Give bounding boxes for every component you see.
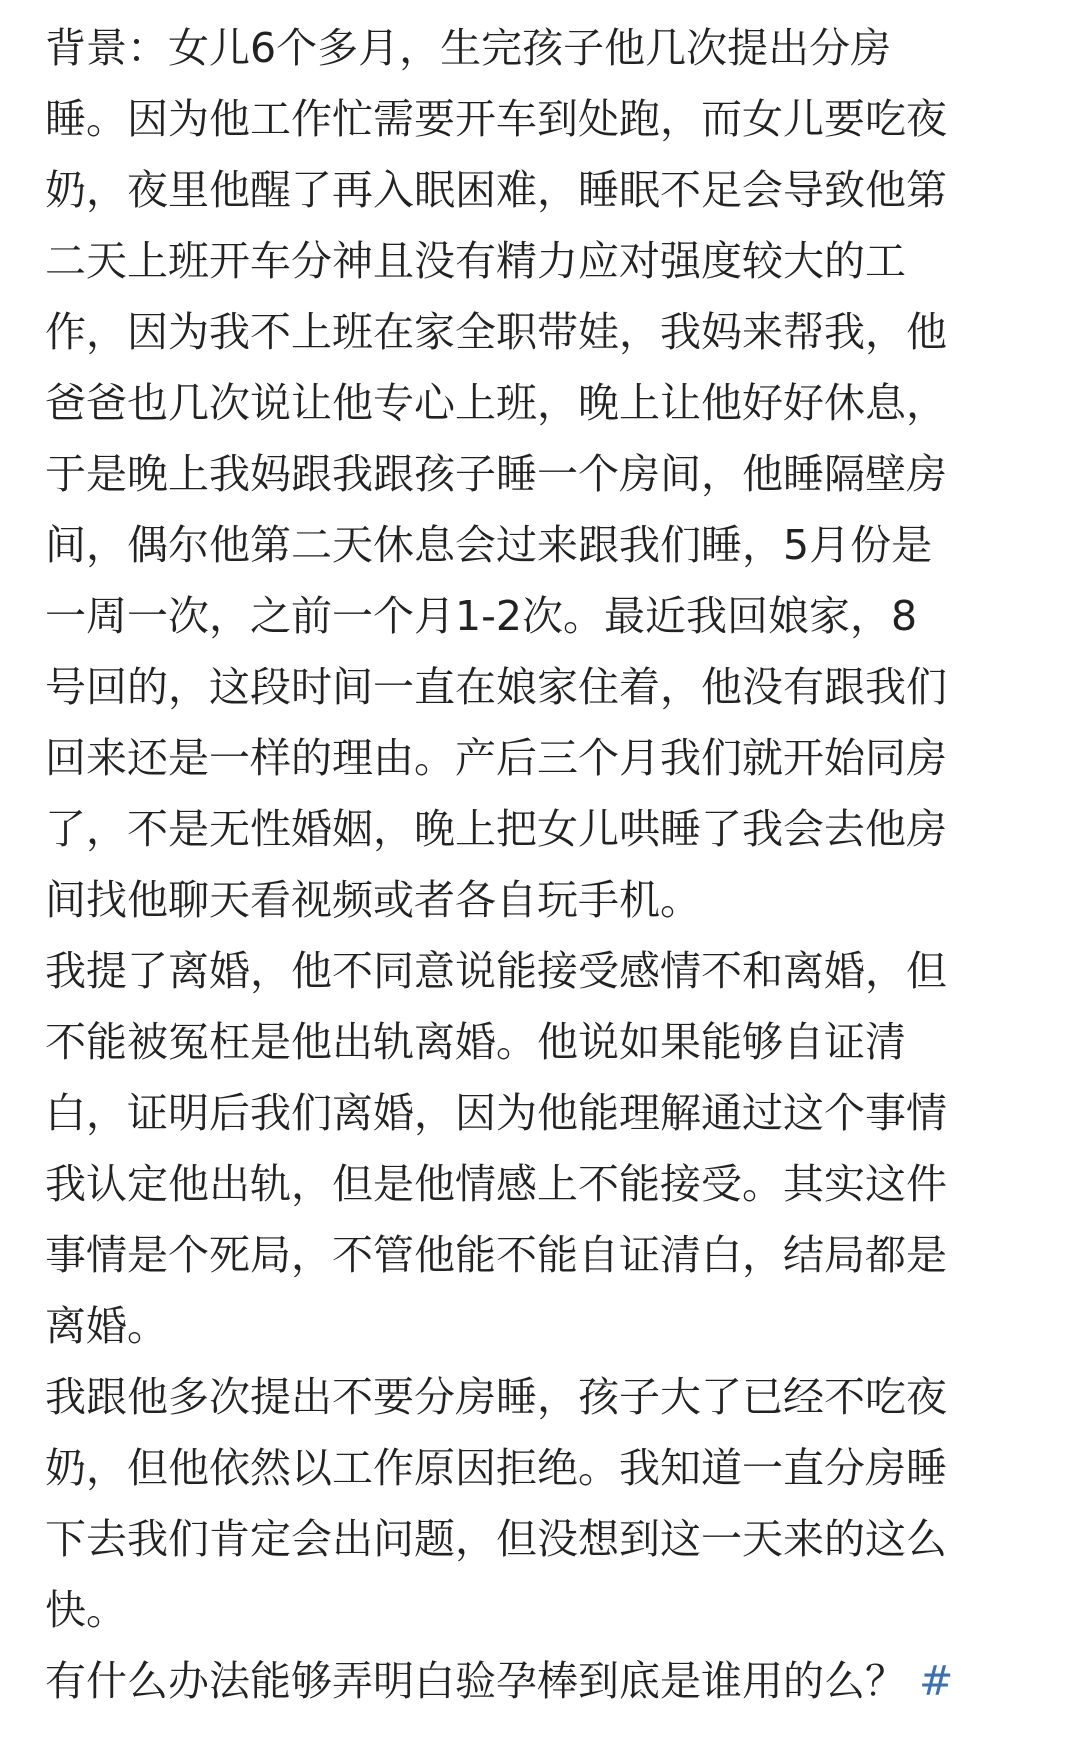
text-line: 奶，夜里他醒了再入眠困难，睡眠不足会导致他第 [45, 166, 947, 214]
text-line: 二天上班开车分神且没有精力应对强度较大的工 [45, 237, 906, 285]
text-line: 我提了离婚，他不同意说能接受感情不和离婚，但 [45, 947, 947, 995]
text-line: 睡。因为他工作忙需要开车到处跑，而女儿要吃夜 [45, 95, 947, 143]
text-line: 爸爸也几次说让他专心上班，晚上让他好好休息， [45, 379, 947, 427]
question-text: 有什么办法能够弄明白验孕棒到底是谁用的么？ [45, 1657, 906, 1705]
text-line: 了，不是无性婚姻，晚上把女儿哄睡了我会去他房 [45, 805, 947, 853]
text-line: 快。 [45, 1586, 127, 1634]
text-line: 号回的，这段时间一直在娘家住着，他没有跟我们 [45, 663, 947, 711]
text-line: 下去我们肯定会出问题，但没想到这一天来的这么 [45, 1515, 947, 1563]
hashtag-link[interactable]: # [919, 1657, 954, 1705]
text-line: 回来还是一样的理由。产后三个月我们就开始同房 [45, 734, 947, 782]
text-line: 一周一次，之前一个月1-2次。最近我回娘家，8 [45, 592, 918, 640]
text-line: 白，证明后我们离婚，因为他能理解通过这个事情 [45, 1089, 947, 1137]
text-line: 间找他聊天看视频或者各自玩手机。 [45, 876, 701, 924]
text-line: 于是晚上我妈跟我跟孩子睡一个房间，他睡隔壁房 [45, 450, 947, 498]
text-line: 间，偶尔他第二天休息会过来跟我们睡，5月份是 [45, 521, 933, 569]
text-line: 我跟他多次提出不要分房睡，孩子大了已经不吃夜 [45, 1373, 947, 1421]
text-line: 作，因为我不上班在家全职带娃，我妈来帮我，他 [45, 308, 947, 356]
text-line: 背景：女儿6个多月，生完孩子他几次提出分房 [45, 24, 892, 72]
text-line: 事情是个死局，不管他能不能自证清白，结局都是 [45, 1231, 947, 1279]
text-line: 我认定他出轨，但是他情感上不能接受。其实这件 [45, 1160, 947, 1208]
text-line: 离婚。 [45, 1302, 168, 1350]
last-text-line [45, 1646, 1045, 1717]
post-text [45, 13, 1045, 1717]
text-line: 奶，但他依然以工作原因拒绝。我知道一直分房睡 [45, 1444, 947, 1492]
text-line: 不能被冤枉是他出轨离婚。他说如果能够自证清 [45, 1018, 906, 1066]
